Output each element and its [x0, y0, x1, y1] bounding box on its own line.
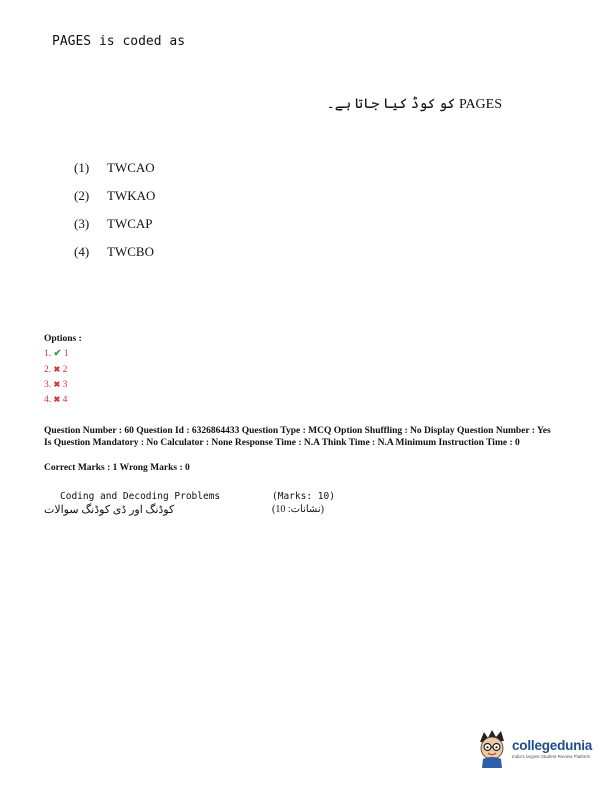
choice-1	[74, 160, 155, 176]
section-title: Coding and Decoding Problems	[60, 491, 221, 502]
choice-2	[74, 188, 155, 204]
logo-tagline: India's largest Student Review Platform	[512, 753, 591, 759]
choice-text: TWCBO	[107, 244, 154, 259]
mascot-icon	[474, 728, 510, 768]
choice-text: TWCAO	[107, 160, 155, 175]
marks-line: Correct Marks : 1 Wrong Marks : 0	[44, 463, 190, 473]
option-item-1	[44, 347, 82, 362]
choice-number: (4)	[74, 244, 90, 259]
section-marks: (Marks: 10)	[272, 491, 335, 502]
option-value: 4	[62, 395, 68, 405]
logo-name: collegedunia	[512, 737, 593, 753]
option-value: 3	[62, 380, 68, 390]
check-icon: ✔	[53, 349, 62, 359]
section-title-urdu: کوڈنگ اور ڈی کوڈنگ سوالات	[44, 504, 175, 516]
option-item-4	[44, 392, 82, 407]
options-list	[44, 334, 82, 407]
choice-number: (2)	[74, 188, 90, 203]
option-value: 2	[62, 365, 68, 375]
section-marks-urdu: (نشانات: 10)	[272, 504, 324, 515]
option-item-2	[44, 362, 82, 377]
option-index: 3.	[44, 380, 52, 390]
choice-text: TWCAP	[107, 216, 153, 231]
question-text-urdu: PAGES کو کوڈ کیا جاتا ہے۔	[326, 97, 502, 112]
choice-4	[74, 244, 154, 260]
question-meta: Question Number : 60 Question Id : 6326864433 Question Type : MCQ Option Shuffling : No Display Question Number : Yes Is Question Mandatory : No Calculator : None Response Time : N.A Think Time : N.A Minimum Instruction Time : 0	[44, 426, 551, 448]
option-index: 1.	[44, 349, 52, 359]
choice-number: (3)	[74, 216, 90, 231]
cross-icon: ✖	[53, 380, 61, 389]
cross-icon: ✖	[53, 365, 61, 374]
option-index: 4.	[44, 395, 52, 405]
option-index: 2.	[44, 365, 52, 375]
question-text: PAGES is coded as	[52, 34, 186, 49]
option-value: 1	[63, 349, 69, 359]
cross-icon: ✖	[53, 395, 61, 404]
choice-3	[74, 216, 153, 232]
collegedunia-logo	[474, 728, 592, 768]
choice-number: (1)	[74, 160, 90, 175]
option-item-3	[44, 377, 82, 392]
options-header: Options :	[44, 334, 82, 344]
choice-text: TWKAO	[107, 188, 156, 203]
